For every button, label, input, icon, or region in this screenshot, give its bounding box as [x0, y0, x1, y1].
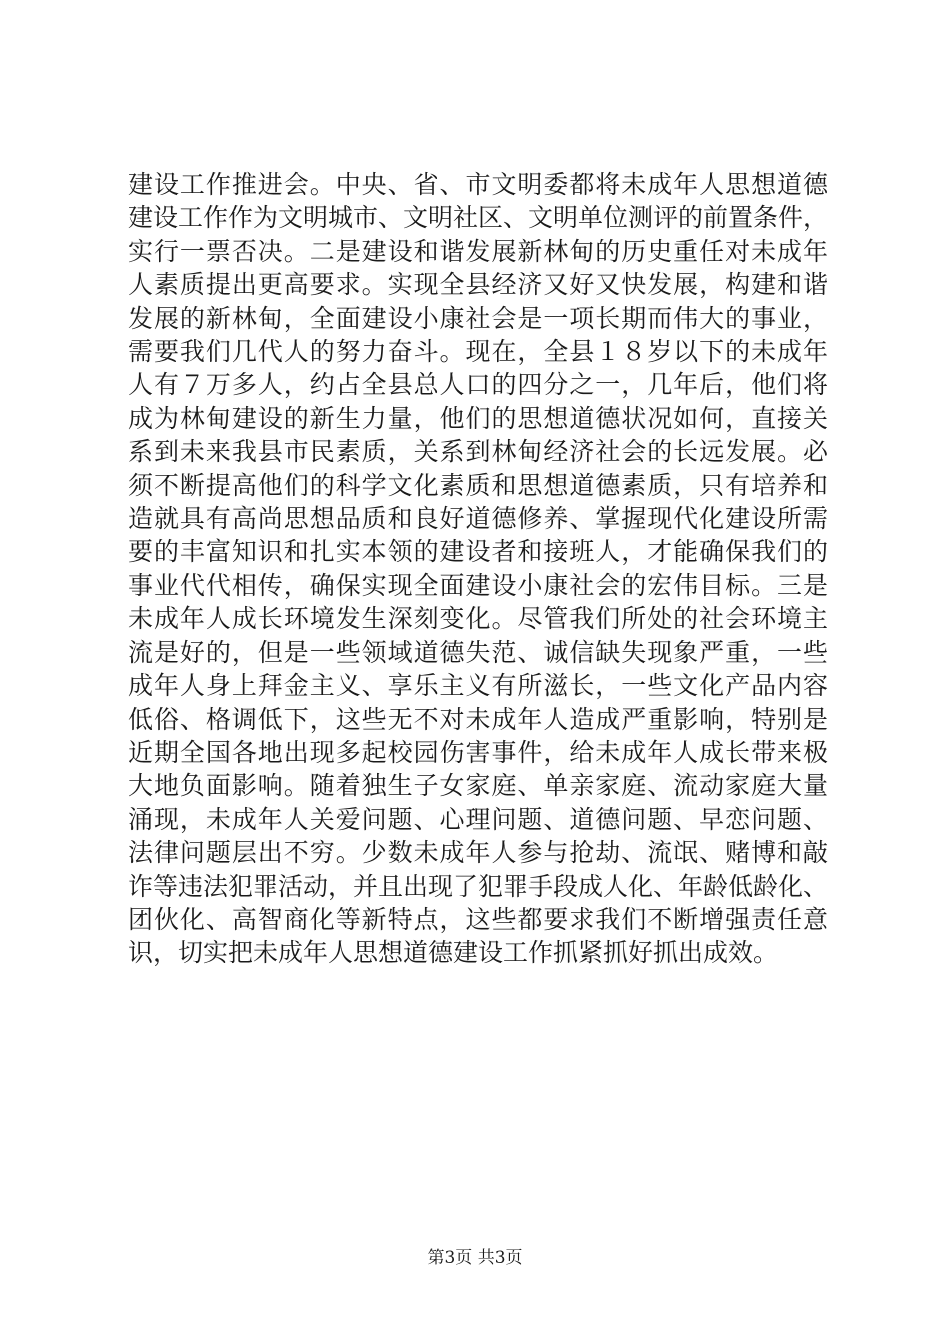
- text-line: 发展的新林甸，全面建设小康社会是一项长期而伟大的事业，: [128, 303, 828, 333]
- text-line: 未成年人成长环境发生深刻变化。尽管我们所处的社会环境主: [128, 604, 828, 634]
- text-line: 团伙化、高智商化等新特点，这些都要求我们不断增强责任意: [128, 904, 828, 934]
- text-line: 涌现，未成年人关爱问题、心理问题、道德问题、早恋问题、: [128, 804, 828, 834]
- text-line: 系到未来我县市民素质，关系到林甸经济社会的长远发展。必: [128, 437, 828, 467]
- text-line: 人有７万多人，约占全县总人口的四分之一，几年后，他们将: [128, 370, 828, 400]
- text-line: 事业代代相传，确保实现全面建设小康社会的宏伟目标。三是: [128, 570, 828, 600]
- text-line: 诈等违法犯罪活动，并且出现了犯罪手段成人化、年龄低龄化、: [128, 871, 829, 901]
- text-line: 建设工作推进会。中央、省、市文明委都将未成年人思想道德: [128, 170, 828, 199]
- body-paragraph: [128, 168, 828, 970]
- text-line: 流是好的，但是一些领域道德失范、诚信缺失现象严重，一些: [128, 637, 828, 667]
- text-line: 需要我们几代人的努力奋斗。现在，全县１８岁以下的未成年: [128, 337, 828, 367]
- page-footer: 第3页 共3页: [427, 1248, 523, 1268]
- text-line: 实行一票否决。二是建设和谐发展新林甸的历史重任对未成年: [128, 236, 828, 266]
- text-line: 成年人身上拜金主义、享乐主义有所滋长，一些文化产品内容: [128, 671, 828, 701]
- text-line: 人素质提出更高要求。实现全县经济又好又快发展，构建和谐: [128, 270, 828, 300]
- text-line: 低俗、格调低下，这些无不对未成年人造成严重影响，特别是: [128, 704, 828, 734]
- text-line: 须不断提高他们的科学文化素质和思想道德素质，只有培养和: [128, 470, 828, 500]
- text-line: 造就具有高尚思想品质和良好道德修养、掌握现代化建设所需: [128, 504, 828, 534]
- text-line: 近期全国各地出现多起校园伤害事件，给未成年人成长带来极: [128, 737, 828, 767]
- text-line: 成为林甸建设的新生力量，他们的思想道德状况如何，直接关: [128, 403, 828, 433]
- text-line: 要的丰富知识和扎实本领的建设者和接班人，才能确保我们的: [128, 537, 828, 567]
- text-line: 大地负面影响。随着独生子女家庭、单亲家庭、流动家庭大量: [128, 771, 828, 801]
- text-line: 法律问题层出不穷。少数未成年人参与抢劫、流氓、赌博和敲: [128, 838, 828, 868]
- text-line: 建设工作作为文明城市、文明社区、文明单位测评的前置条件，: [128, 203, 829, 233]
- text-line: 识，切实把未成年人思想道德建设工作抓紧抓好抓出成效。: [128, 938, 779, 968]
